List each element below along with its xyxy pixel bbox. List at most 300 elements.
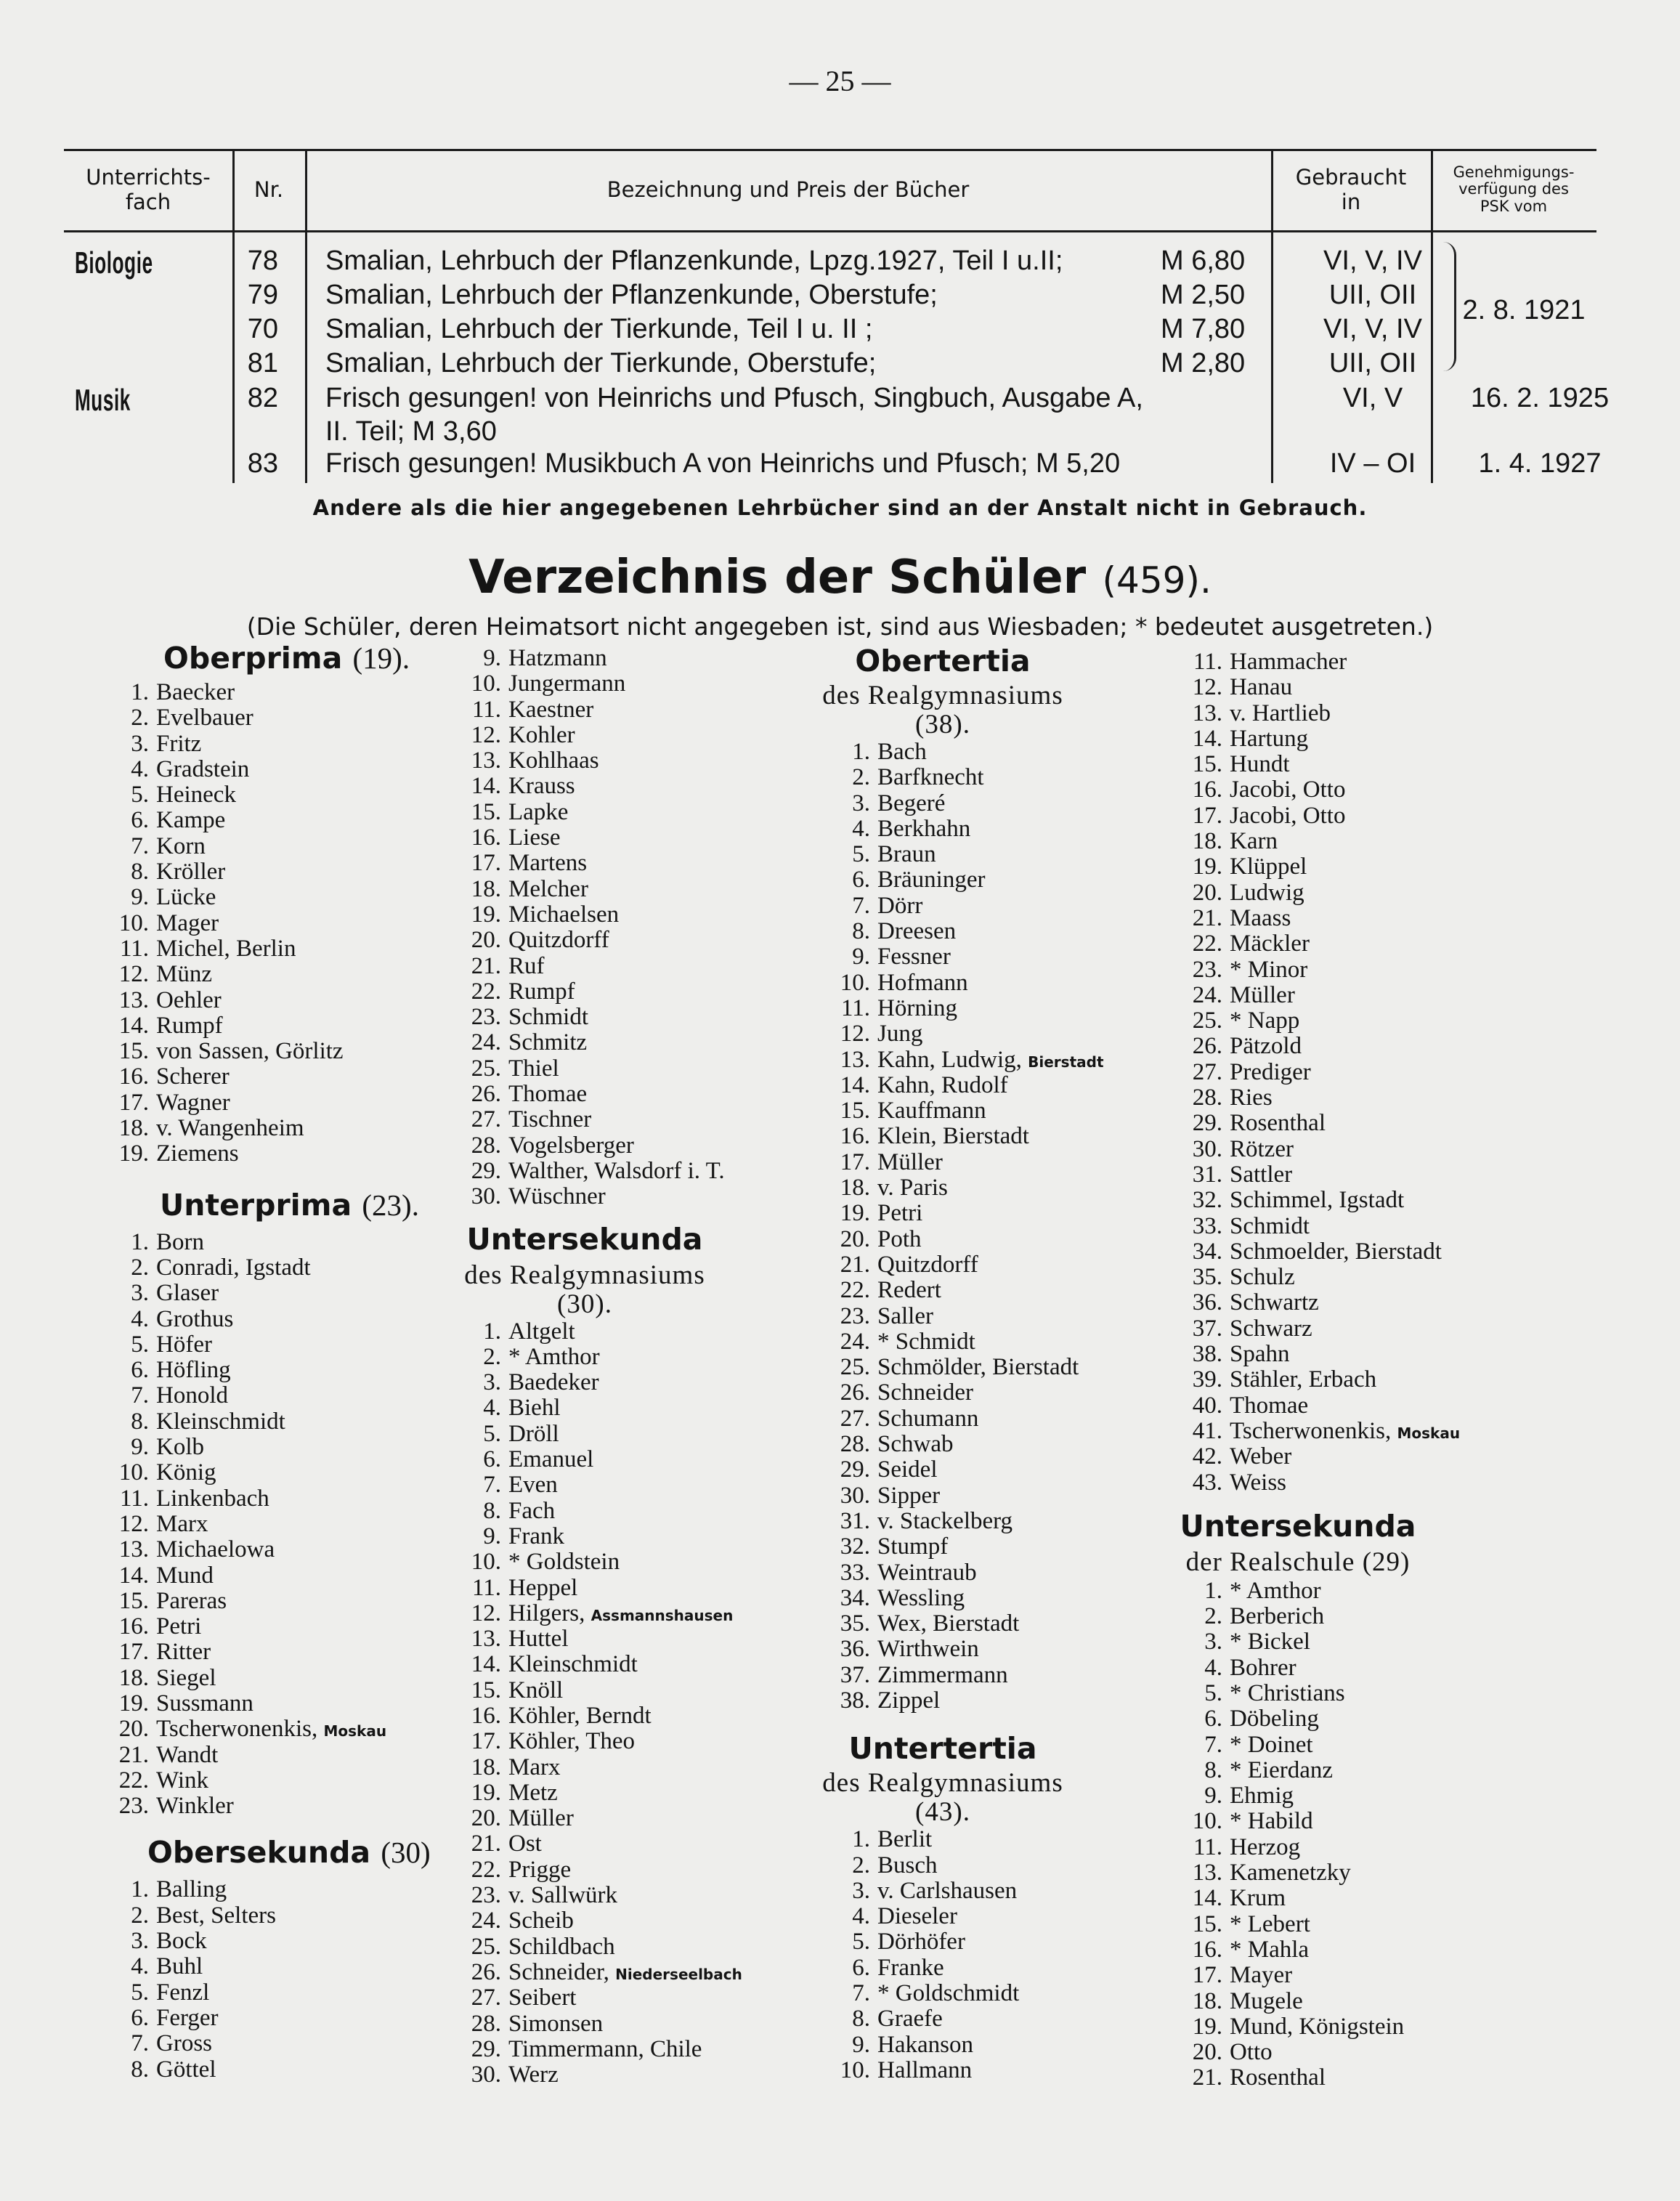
- student-name: Münz: [156, 961, 212, 988]
- student-number: 27.: [471, 1985, 501, 2011]
- student-number: 4.: [483, 1395, 501, 1422]
- student-number: 15.: [471, 1677, 501, 1703]
- student-name: Hakanson: [877, 2031, 973, 2058]
- student-entry: [69, 1614, 476, 1639]
- student-entry: [69, 1409, 476, 1435]
- student-entry: [425, 1960, 832, 1985]
- subject-cell: Biologie: [75, 246, 153, 280]
- student-number: 11.: [471, 696, 501, 723]
- student-number: 7.: [131, 2030, 149, 2057]
- student-entry: [69, 859, 476, 885]
- section-count: (459).: [1102, 559, 1212, 601]
- student-name: Hartung: [1230, 725, 1309, 752]
- student-name: Schumann: [877, 1405, 979, 1432]
- student-name: * Amthor: [1230, 1577, 1321, 1604]
- student-name: Tscherwonenkis,: [1230, 1417, 1392, 1444]
- student-number: 5.: [483, 1420, 501, 1447]
- student-entry: [425, 1576, 832, 1601]
- student-number: 16.: [840, 1123, 870, 1150]
- student-name: Prediger: [1230, 1058, 1311, 1085]
- student-entry: [69, 2031, 476, 2056]
- student-number: 17.: [471, 850, 501, 877]
- student-number: 13.: [840, 1046, 870, 1073]
- student-entry: [790, 1304, 1197, 1329]
- student-name: Dreesen: [877, 918, 957, 945]
- student-name: Frank: [508, 1523, 564, 1549]
- student-entry: [69, 1358, 476, 1383]
- table-row: [64, 383, 1610, 447]
- student-number: 21.: [840, 1251, 870, 1278]
- student-entry: [1145, 1162, 1654, 1188]
- student-number: 13.: [1192, 700, 1222, 726]
- student-number: 21.: [471, 952, 501, 979]
- class-name: Oberprima: [163, 641, 343, 676]
- student-number: 12.: [118, 961, 149, 988]
- student-number: 2.: [852, 1852, 870, 1878]
- student-entry: [790, 1637, 1197, 1662]
- student-entry: [1145, 1937, 1654, 1963]
- student-entry: [1145, 1367, 1654, 1393]
- student-number: 23.: [840, 1302, 870, 1329]
- student-entry: [69, 1383, 476, 1408]
- student-entry: [69, 1116, 476, 1141]
- student-number: 3.: [131, 730, 149, 757]
- student-number: 31.: [1192, 1161, 1222, 1188]
- student-number: 10.: [1192, 1808, 1222, 1835]
- student-name: Müller: [877, 1148, 943, 1175]
- student-name: Wüschner: [508, 1183, 606, 1210]
- student-entry: [1145, 1419, 1654, 1444]
- student-name: Berlit: [877, 1826, 933, 1853]
- student-number: 25.: [471, 1933, 501, 1960]
- student-number: 15.: [1192, 1910, 1222, 1937]
- student-name: * Christians: [1230, 1679, 1345, 1706]
- student-name: Wink: [156, 1767, 208, 1793]
- student-entry: [69, 1435, 476, 1460]
- student-name: v. Sallwürk: [508, 1882, 618, 1909]
- student-entry: [425, 1626, 832, 1652]
- student-entry: [69, 1954, 476, 1979]
- section-title-text: Verzeichnis der Schüler: [468, 551, 1087, 604]
- student-entry: [790, 1483, 1197, 1509]
- student-number: 18.: [471, 875, 501, 902]
- student-number: 20.: [840, 1225, 870, 1252]
- student-entry: [425, 1030, 832, 1055]
- student-number: 1.: [1204, 1577, 1222, 1604]
- student-entry: [425, 1447, 832, 1472]
- class-subheading: des Realgymnasiums: [822, 1768, 1063, 1799]
- student-name: Ritter: [156, 1639, 211, 1666]
- used-cell: IV – OI: [1329, 448, 1416, 479]
- student-name: Müller: [1230, 981, 1295, 1008]
- student-number: 14.: [118, 1562, 149, 1589]
- student-number: 21.: [471, 1831, 501, 1857]
- student-entry: [1145, 1188, 1654, 1213]
- student-name: Tscherwonenkis,: [156, 1716, 318, 1743]
- used-cell: UII, OII: [1328, 280, 1417, 310]
- student-name: Heineck: [156, 782, 236, 808]
- student-number: 21.: [1192, 2064, 1222, 2091]
- student-list-obertertia: [790, 739, 1197, 1714]
- used-cell: VI, V: [1342, 383, 1403, 413]
- student-name: Ruf: [508, 952, 545, 979]
- student-name: Bock: [156, 1928, 207, 1955]
- student-name: * Bickel: [1230, 1629, 1310, 1655]
- student-number: 35.: [1192, 1264, 1222, 1291]
- student-name: Baedeker: [508, 1369, 599, 1396]
- student-name: Göttel: [156, 2056, 216, 2083]
- student-entry: [790, 1586, 1197, 1611]
- student-number: 20.: [1192, 2039, 1222, 2066]
- price-cell: M 7,80: [1161, 314, 1246, 344]
- student-number: 24.: [471, 1029, 501, 1056]
- student-entry: [790, 1124, 1197, 1149]
- student-name: Ost: [508, 1831, 542, 1857]
- student-number: 6.: [131, 1357, 149, 1384]
- student-name: Thomae: [1230, 1392, 1309, 1419]
- student-entry: [425, 954, 832, 979]
- student-number: 3.: [483, 1369, 501, 1396]
- student-entry: [425, 1601, 832, 1626]
- student-name: Krauss: [508, 773, 575, 800]
- student-number: 25.: [840, 1354, 870, 1381]
- student-name: Kohlhaas: [508, 747, 599, 774]
- student-number: 28.: [471, 1132, 501, 1159]
- student-number: 39.: [1192, 1366, 1222, 1393]
- student-number: 17.: [1192, 802, 1222, 829]
- student-entry: [69, 757, 476, 782]
- student-entry: [69, 1903, 476, 1929]
- student-number: 6.: [1204, 1706, 1222, 1732]
- student-number: 1.: [131, 1876, 149, 1903]
- student-number: 43.: [1192, 1469, 1222, 1496]
- student-number: 22.: [471, 978, 501, 1005]
- student-name: Mäckler: [1230, 931, 1310, 957]
- student-name: Sussmann: [156, 1690, 253, 1716]
- student-entry: [425, 877, 832, 902]
- student-name: Kleinschmidt: [508, 1651, 638, 1678]
- student-name: Stähler, Erbach: [1230, 1366, 1377, 1393]
- student-name: Herzog: [1230, 1833, 1301, 1860]
- student-list-obersekunda-cont: [425, 646, 832, 1210]
- student-number: 10.: [118, 1459, 149, 1486]
- student-number: 22.: [1192, 931, 1222, 957]
- student-name: Zimmermann: [877, 1661, 1008, 1688]
- student-name: Wirthwein: [877, 1636, 979, 1663]
- student-name: Thomae: [508, 1081, 588, 1108]
- student-number: 2.: [1204, 1603, 1222, 1630]
- student-name: Fenzl: [156, 1979, 210, 2006]
- class-count: (19).: [352, 641, 410, 675]
- student-name: Siegel: [156, 1664, 216, 1691]
- class-count: (23).: [362, 1188, 419, 1222]
- student-entry: [425, 2011, 832, 2037]
- student-number: 14.: [471, 773, 501, 800]
- student-entry: [1145, 1578, 1654, 1604]
- student-name: Oehler: [156, 986, 222, 1013]
- student-entry: [69, 1013, 476, 1039]
- student-number: 4.: [131, 755, 149, 782]
- student-name: Bach: [877, 739, 927, 765]
- student-number: 19.: [118, 1690, 149, 1716]
- student-number: 13.: [118, 1536, 149, 1563]
- student-number: 13.: [471, 1626, 501, 1653]
- student-name: Timmermann, Chile: [508, 2035, 702, 2062]
- student-entry: [1145, 1034, 1654, 1059]
- student-number: 17.: [471, 1728, 501, 1755]
- student-number: 11.: [840, 994, 870, 1021]
- student-entry: [1145, 1060, 1654, 1085]
- student-number: 29.: [840, 1456, 870, 1483]
- class-heading-oberprima: [69, 641, 476, 680]
- student-name: Biehl: [508, 1395, 561, 1422]
- student-name: Altgelt: [508, 1318, 575, 1345]
- student-entry: [1145, 1604, 1654, 1629]
- date-cell: 2. 8. 1921: [1462, 295, 1586, 325]
- student-entry: [425, 1107, 832, 1132]
- student-name: Jacobi, Otto: [1230, 777, 1346, 803]
- student-name: Balling: [156, 1876, 227, 1903]
- student-name: Kröller: [156, 859, 226, 885]
- student-number: 11.: [1193, 649, 1222, 675]
- student-name: Kaestner: [508, 696, 594, 723]
- student-entry: [425, 671, 832, 697]
- student-number: 1.: [131, 1228, 149, 1255]
- student-entry: [425, 1985, 832, 2011]
- student-name: Köhler, Theo: [508, 1728, 636, 1755]
- student-name: Köhler, Berndt: [508, 1702, 652, 1729]
- student-entry: [425, 1857, 832, 1883]
- student-name: Schmitz: [508, 1029, 588, 1056]
- student-number: 4.: [1204, 1654, 1222, 1681]
- student-number: 9.: [1204, 1783, 1222, 1809]
- student-entry: [69, 1332, 476, 1358]
- student-entry: [425, 1806, 832, 1831]
- student-number: 15.: [840, 1098, 870, 1124]
- student-entry: [69, 885, 476, 910]
- student-entry: [69, 1639, 476, 1665]
- student-number: 13.: [471, 747, 501, 774]
- student-entry: [69, 2057, 476, 2083]
- student-name: Kolb: [156, 1434, 204, 1461]
- student-entry: [1145, 931, 1654, 957]
- student-entry: [1145, 1809, 1654, 1834]
- student-number: 20.: [1192, 879, 1222, 906]
- student-entry: [790, 1457, 1197, 1483]
- student-entry: [1145, 983, 1654, 1008]
- student-number: 2.: [131, 1902, 149, 1929]
- student-name: Buhl: [156, 1953, 203, 1980]
- student-number: 6.: [131, 2004, 149, 2031]
- student-entry: [790, 1329, 1197, 1355]
- student-number: 10.: [471, 670, 501, 697]
- student-entry: [1145, 2040, 1654, 2065]
- student-number: 12.: [1192, 674, 1222, 701]
- student-number: 19.: [840, 1200, 870, 1227]
- student-name: v. Carlshausen: [877, 1877, 1018, 1904]
- student-number: 5.: [852, 841, 870, 868]
- student-name: Busch: [877, 1852, 938, 1878]
- student-number: 8.: [131, 1408, 149, 1435]
- student-entry: [1145, 1681, 1654, 1706]
- student-entry: [425, 1133, 832, 1159]
- student-name: Hallmann: [877, 2056, 973, 2083]
- student-name: Höfer: [156, 1331, 212, 1358]
- student-entry: [425, 1678, 832, 1703]
- student-name: * Mahla: [1230, 1936, 1310, 1963]
- student-entry: [425, 1549, 832, 1575]
- student-name: Linkenbach: [156, 1485, 269, 1512]
- student-number: 2.: [852, 764, 870, 791]
- student-number: 10.: [471, 1549, 501, 1576]
- student-number: 30.: [471, 2062, 501, 2088]
- student-entry: [790, 2058, 1197, 2083]
- student-name: Knöll: [508, 1677, 564, 1703]
- student-number: 3.: [852, 1877, 870, 1904]
- student-name: Pätzold: [1230, 1033, 1302, 1060]
- student-number: 13.: [118, 986, 149, 1013]
- student-entry: [1145, 1629, 1654, 1655]
- student-number: 29.: [1192, 1110, 1222, 1137]
- student-number: 3.: [852, 790, 870, 816]
- student-entry: [790, 1150, 1197, 1175]
- student-number: 22.: [471, 1856, 501, 1883]
- student-number: 23.: [118, 1793, 149, 1820]
- student-entry: [69, 705, 476, 731]
- student-number: 35.: [840, 1610, 870, 1637]
- student-name: Hammacher: [1230, 649, 1347, 675]
- student-entry: [69, 936, 476, 962]
- student-name: Wagner: [156, 1089, 230, 1116]
- student-name: Hatzmann: [508, 645, 607, 671]
- student-entry: [790, 1175, 1197, 1201]
- student-column-4: [1145, 649, 1654, 2091]
- student-number: 5.: [1204, 1679, 1222, 1706]
- header-subject: Unterrichts- fach: [86, 164, 211, 214]
- student-entry: [1145, 906, 1654, 931]
- student-column-2: [425, 646, 832, 2088]
- student-name: Schulz: [1230, 1264, 1295, 1291]
- student-entry: [69, 782, 476, 808]
- student-name: Bräuninger: [877, 867, 986, 893]
- student-entry: [69, 962, 476, 987]
- student-name: Bohrer: [1230, 1654, 1296, 1681]
- student-place: Bierstadt: [1028, 1053, 1104, 1071]
- student-number: 8.: [131, 859, 149, 885]
- student-entry: [69, 2006, 476, 2031]
- student-name: Best, Selters: [156, 1902, 276, 1929]
- student-number: 31.: [840, 1507, 870, 1534]
- student-number: 9.: [483, 1523, 501, 1549]
- student-number: 24.: [471, 1908, 501, 1934]
- student-number: 28.: [1192, 1085, 1222, 1111]
- student-number: 1.: [131, 679, 149, 705]
- student-entry: [1145, 701, 1654, 726]
- student-entry: [1145, 1989, 1654, 2014]
- student-entry: [1145, 1239, 1654, 1265]
- student-name: Michaelowa: [156, 1536, 275, 1563]
- student-name: Prigge: [508, 1856, 572, 1883]
- class-count: (38).: [915, 710, 970, 739]
- student-entry: [790, 1406, 1197, 1432]
- student-number: 14.: [471, 1651, 501, 1678]
- student-number: 32.: [1192, 1187, 1222, 1214]
- class-heading-obersekunda: [69, 1835, 476, 1877]
- student-entry: [69, 1281, 476, 1306]
- student-name: Lapke: [508, 798, 569, 825]
- student-name: Marx: [156, 1510, 208, 1537]
- student-number: 32.: [840, 1533, 870, 1560]
- student-number: 16.: [1192, 1936, 1222, 1963]
- student-name: * Eierdanz: [1230, 1756, 1334, 1783]
- student-number: 16.: [1192, 777, 1222, 803]
- student-entry: [1145, 957, 1654, 983]
- student-number: 6.: [852, 1954, 870, 1981]
- student-name: Weiss: [1230, 1469, 1287, 1496]
- student-entry: [425, 928, 832, 953]
- student-number: 15.: [118, 1587, 149, 1614]
- student-name: Hundt: [1230, 751, 1290, 778]
- student-name: Kohler: [508, 721, 575, 748]
- student-name: Döbeling: [1230, 1706, 1319, 1732]
- student-name: Melcher: [508, 875, 588, 902]
- student-name: Michaelsen: [508, 901, 620, 928]
- student-entry: [1145, 1111, 1654, 1136]
- student-entry: [425, 697, 832, 723]
- student-name: Rosenthal: [1230, 2064, 1326, 2091]
- student-entry: [69, 1141, 476, 1167]
- student-entry: [790, 1981, 1197, 2006]
- class-heading-obertertia: Obertertia: [855, 644, 1031, 678]
- student-number: 16.: [118, 1063, 149, 1090]
- student-entry: [425, 1319, 832, 1345]
- nr-cell: 81: [247, 348, 278, 378]
- student-name: Klein, Bierstadt: [877, 1123, 1029, 1150]
- student-number: 19.: [1192, 2013, 1222, 2040]
- student-name: Schneider: [877, 1379, 973, 1406]
- student-entry: [425, 1908, 832, 1934]
- student-number: 12.: [840, 1021, 870, 1047]
- student-entry: [425, 2062, 832, 2088]
- student-entry: [790, 1278, 1197, 1303]
- student-number: 30.: [471, 1183, 501, 1210]
- student-number: 3.: [131, 1928, 149, 1955]
- student-number: 15.: [471, 798, 501, 825]
- student-entry: [790, 919, 1197, 944]
- student-name: Baecker: [156, 679, 235, 705]
- student-name: Vogelsberger: [508, 1132, 634, 1159]
- student-entry: [69, 911, 476, 936]
- nr-cell: 79: [247, 280, 278, 310]
- student-name: Seibert: [508, 1985, 577, 2011]
- student-number: 29.: [471, 1157, 501, 1184]
- class-subheading: des Realgymnasiums: [822, 681, 1063, 710]
- student-name: Mund, Königstein: [1230, 2013, 1405, 2040]
- student-entry: [69, 1064, 476, 1090]
- student-name: Wex, Bierstadt: [877, 1610, 1020, 1637]
- table-row: [64, 448, 1602, 481]
- student-entry: [790, 816, 1197, 842]
- student-name: Pareras: [156, 1587, 227, 1614]
- student-entry: [425, 723, 832, 748]
- student-name: Spahn: [1230, 1341, 1290, 1368]
- student-entry: [69, 1090, 476, 1116]
- student-number: 3.: [131, 1280, 149, 1307]
- header-description: Bezeichnung und Preis der Bücher: [606, 177, 970, 202]
- student-name: Petri: [156, 1613, 202, 1640]
- description-cell: Frisch gesungen! von Heinrichs und Pfusch, Singbuch, Ausgabe A,: [325, 383, 1143, 413]
- student-name: Simonsen: [508, 2010, 604, 2037]
